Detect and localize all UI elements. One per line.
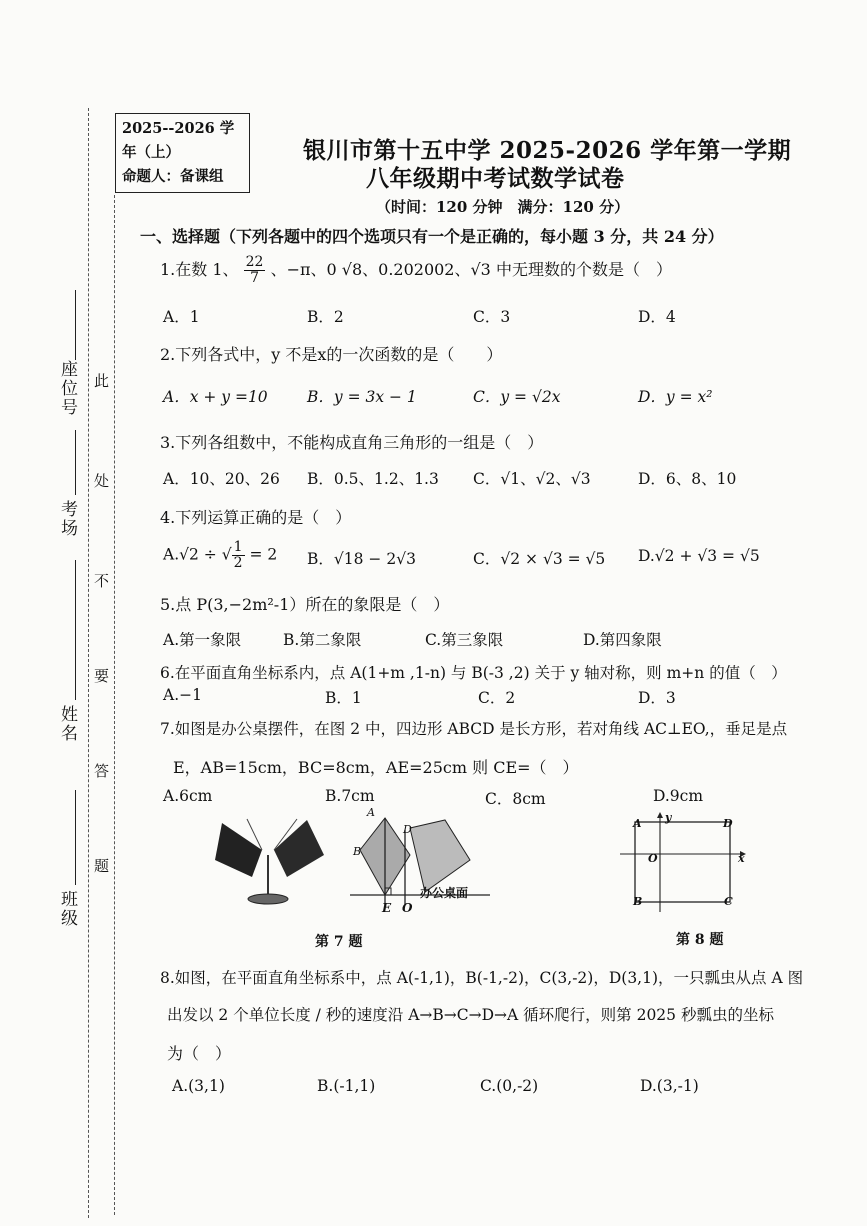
binding-line-outer [88,108,89,1218]
q4-option-a-suffix: = 2 [249,545,278,564]
q1-frac-den: 7 [250,270,260,286]
warning-char-3: 不 [94,572,110,590]
q4-option-c[interactable]: C．√2 × √3 = √5 [473,550,606,568]
question-8-line1: 8.如图，在平面直角坐标系中，点 A(-1,1)，B(-1,-2)，C(3,-2)，D(3,1)，一只瓢虫从点 A 图 [160,969,804,987]
q1-fraction [244,255,266,286]
q2-option-c[interactable]: C．y = √2x [473,388,561,406]
figure-7-diagram [345,810,495,920]
section-1-heading: 一、选择题（下列各题中的四个选项只有一个是正确的，每小题 3 分，共 24 分） [140,227,724,246]
warning-char-2: 处 [94,472,110,490]
q5-option-b[interactable]: B.第二象限 [283,631,362,649]
q3-option-c[interactable]: C．√1、√2、√3 [473,470,591,488]
exam-room-label: 考场 [57,500,77,538]
q4-option-a-frac-num: 1 [233,539,243,555]
binding-line-inner [114,195,115,1215]
info-line-2: 年（上） [122,144,180,161]
fig8-label-y: y [665,811,672,824]
q6-option-b[interactable]: B．1 [325,689,362,707]
q7-option-b[interactable]: B.7cm [325,787,375,805]
question-7-line1: 7.如图是办公桌摆件，在图 2 中，四边形 ABCD 是长方形，若对角线 AC⊥EO,，垂足是点 [160,720,788,738]
class-label: 班级 [57,890,77,928]
q6-option-d[interactable]: D．3 [638,689,676,707]
q8-option-a[interactable]: A.(3,1) [172,1077,225,1095]
q6-option-c[interactable]: C．2 [478,689,516,707]
fig7-label-desk: 办公桌面 [420,886,469,900]
info-box [115,113,250,193]
exam-title-line2: 八年级期中考试数学试卷 [366,165,625,192]
q5-option-d[interactable]: D.第四象限 [583,631,662,649]
fig7-label-a: A [367,806,375,819]
question-7-line2: E，AB=15cm，BC=8cm，AE=25cm 则 CE=（ ） [173,758,579,777]
q1-rest: √8、0.202002、√3 中无理数的个数是（ ） [341,260,672,279]
q1-mid: 、−π、0 [270,260,337,279]
q4-option-a-prefix: A.√2 ÷ [163,545,217,564]
q8-option-c[interactable]: C.(0,-2) [480,1077,539,1095]
question-1 [160,255,672,286]
question-6: 6.在平面直角坐标系内，点 A(1+m ,1-n) 与 B(-3 ,2) 关于 y 轴对称，则 m+n 的值（ ） [160,664,787,682]
q4-option-a-fraction [232,540,245,571]
q2-option-b[interactable]: B．y = 3x − 1 [307,388,417,406]
info-line-1: 2025--2026 学 [122,120,235,137]
warning-char-4: 要 [94,667,110,685]
q4-option-b[interactable]: B．√18 − 2√3 [307,550,416,568]
fig8-label-d: D [723,817,733,830]
figure-8-caption: 第 8 题 [676,932,724,948]
fig8-label-x: x [738,852,745,865]
seat-number-label: 座位号 [57,360,77,417]
q4-option-d[interactable]: D.√2 + √3 = √5 [638,547,760,565]
fig7-label-d: D [403,823,412,836]
fig8-label-c: C [724,895,733,908]
q3-option-a[interactable]: A．10、20、26 [163,470,280,488]
q7-option-c[interactable]: C．8cm [485,790,546,808]
q7-option-d[interactable]: D.9cm [653,787,704,805]
exam-title-line1: 银川市第十五中学 2025-2026 学年第一学期 [303,137,792,164]
q2-option-a[interactable]: A．x + y =10 [163,388,268,406]
figure-7-caption: 第 7 题 [315,934,363,950]
fig7-label-e: E [382,901,392,915]
question-5: 5.点 P(3,−2m²-1）所在的象限是（ ） [160,595,450,614]
q1-option-d[interactable]: D．4 [638,308,676,326]
question-3: 3.下列各组数中，不能构成直角三角形的一组是（ ） [160,433,544,452]
q1-option-a[interactable]: A．1 [163,308,200,326]
question-8-line2: 出发以 2 个单位长度 / 秒的速度沿 A→B→C→D→A 循环爬行，则第 2025 秒瓢虫的坐标 [167,1006,774,1024]
seat-number-blank [75,290,76,360]
fig8-label-o: O [648,852,658,865]
name-blank [75,560,76,700]
q4-option-a-frac-den: 2 [233,555,243,571]
q1-option-c[interactable]: C．3 [473,308,511,326]
class-blank [75,790,76,885]
warning-char-5: 答 [94,762,110,780]
q6-option-a[interactable]: A.−1 [163,686,202,704]
fig7-label-o: O [402,901,413,915]
q8-option-d[interactable]: D.(3,-1) [640,1077,699,1095]
q1-option-b[interactable]: B．2 [307,308,344,326]
q3-option-b[interactable]: B．0.5、1.2、1.3 [307,470,439,488]
q7-option-a[interactable]: A.6cm [163,787,213,805]
fig7-label-b: B [353,845,362,858]
question-2: 2.下列各式中，y 不是x的一次函数的是（ ） [160,345,503,364]
fig8-label-a: A [633,817,642,830]
warning-char-1: 此 [94,372,110,390]
q5-option-a[interactable]: A.第一象限 [163,631,242,649]
exam-room-blank [75,430,76,495]
q3-option-d[interactable]: D．6、8、10 [638,470,737,488]
exam-subtitle: （时间：120 分钟 满分：120 分） [376,198,630,216]
q2-option-d[interactable]: D．y = x² [638,388,713,406]
q8-option-b[interactable]: B.(-1,1) [317,1077,376,1095]
name-label: 姓名 [57,705,77,743]
info-line-3: 命题人：备课组 [122,168,224,185]
warning-char-6: 题 [94,857,110,875]
figure-7-photo [212,815,332,915]
question-4: 4.下列运算正确的是（ ） [160,508,352,527]
q5-option-c[interactable]: C.第三象限 [425,631,504,649]
q1-prefix: 1.在数 1、 [160,260,239,279]
question-8-line3: 为（ ） [167,1044,232,1063]
q4-option-a[interactable]: A.√2 ÷ √ $\frac{1}{2}$ = 2 [163,539,278,571]
fig8-label-b: B [633,895,643,908]
q1-frac-num: 22 [245,254,264,270]
